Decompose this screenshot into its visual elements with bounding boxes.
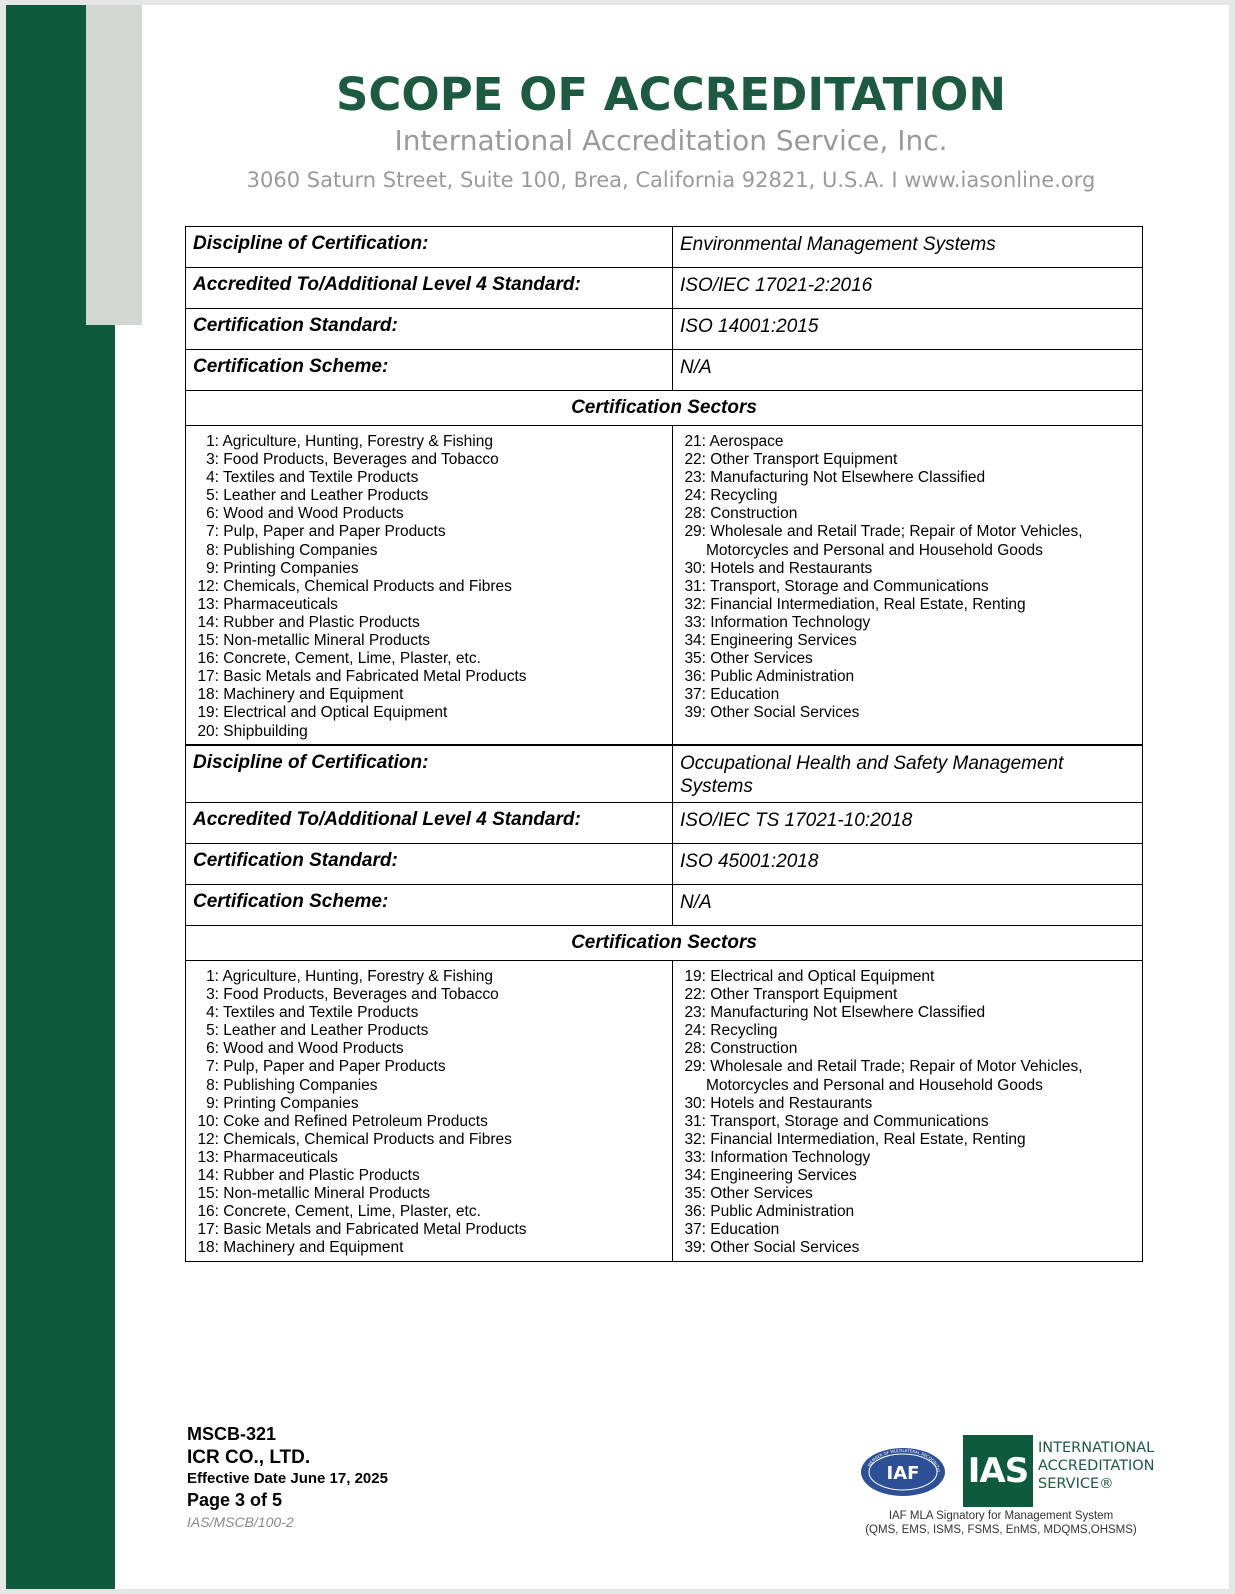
sector-number: 16: <box>197 1203 219 1221</box>
sector-name: Manufacturing Not Elsewhere Classified <box>706 469 986 487</box>
mla-line-1: IAF MLA Signatory for Management System <box>888 1510 1114 1522</box>
sector-number: 30: <box>684 1094 706 1112</box>
sector-item <box>193 451 665 469</box>
sector-item <box>680 578 1135 596</box>
organization-name: International Accreditation Service, Inc. <box>394 124 948 157</box>
sector-number: 6: <box>206 505 219 523</box>
sector-name: Food Products, Beverages and Tobacco <box>219 986 499 1004</box>
sector-number: 19: <box>684 968 706 985</box>
sector-number: 28: <box>684 505 706 523</box>
sector-number: 31: <box>684 1112 706 1130</box>
scope-table-ems <box>185 226 1143 745</box>
sector-name: Pulp, Paper and Paper Products <box>219 1058 446 1076</box>
sector-item <box>680 1022 1135 1040</box>
sector-number: 36: <box>684 668 706 686</box>
sector-number: 32: <box>684 595 706 613</box>
sector-number: 37: <box>684 1221 706 1239</box>
certification-standard-label: Certification Standard: <box>186 309 673 350</box>
sectors-left-list <box>186 426 673 745</box>
sector-item <box>193 650 665 668</box>
discipline-label: Discipline of Certification: <box>186 746 673 803</box>
certification-scheme-value: N/A <box>673 885 1143 926</box>
sectors-right-list <box>673 961 1143 1262</box>
sector-number: 24: <box>684 487 706 505</box>
sector-item <box>680 686 1135 704</box>
ias-wordmark-line-2: ACCREDITATION <box>1038 1458 1155 1474</box>
sector-name: Chemicals, Chemical Products and Fibres <box>219 577 512 595</box>
sector-item <box>193 1203 665 1221</box>
sector-item <box>193 487 665 505</box>
sector-name: Food Products, Beverages and Tobacco <box>219 451 499 469</box>
sector-item <box>193 1221 665 1239</box>
sector-number: 34: <box>684 632 706 650</box>
sector-number: 8: <box>206 1076 219 1094</box>
sector-number: 36: <box>684 1203 706 1221</box>
sector-item <box>193 505 665 523</box>
sector-item <box>193 1022 665 1040</box>
sector-name: Concrete, Cement, Lime, Plaster, etc. <box>219 1203 481 1221</box>
sector-item <box>193 1167 665 1185</box>
sector-number: 23: <box>684 1004 706 1022</box>
sector-item <box>193 704 665 722</box>
sector-item <box>193 523 665 541</box>
sector-name: Public Administration <box>706 1203 855 1221</box>
sector-number: 3: <box>206 451 219 469</box>
sector-name: Transport, Storage and Communications <box>706 577 989 595</box>
ias-logo-wordmark <box>1038 1439 1155 1493</box>
sector-item <box>193 614 665 632</box>
page-number: Page 3 of 5 <box>187 1490 283 1510</box>
sector-number: 22: <box>684 451 706 469</box>
sector-number: 33: <box>684 613 706 631</box>
certification-standard-label: Certification Standard: <box>186 844 673 885</box>
ias-wordmark-line-1: INTERNATIONAL <box>1038 1440 1155 1456</box>
sector-number: 22: <box>684 986 706 1004</box>
sector-name: Hotels and Restaurants <box>706 559 873 577</box>
sector-number: 29: <box>684 523 706 541</box>
sector-name: Agriculture, Hunting, Forestry & Fishing <box>219 433 493 450</box>
sector-number: 30: <box>684 559 706 577</box>
sector-item <box>680 1167 1135 1185</box>
sector-item <box>193 986 665 1004</box>
sector-item <box>193 686 665 704</box>
ias-logo-mark: IAS <box>963 1435 1033 1507</box>
sector-item <box>193 560 665 578</box>
effective-date: Effective Date June 17, 2025 <box>187 1470 388 1487</box>
iaf-mla-statement <box>856 1509 1146 1537</box>
sector-name: Shipbuilding <box>219 722 308 740</box>
sector-name: Education <box>706 686 780 704</box>
sector-item <box>680 1185 1135 1203</box>
sector-number: 8: <box>206 541 219 559</box>
sector-number: 29: <box>684 1058 706 1076</box>
organization-address: 3060 Saturn Street, Suite 100, Brea, California 92821, U.S.A. I www.iasonline.org <box>246 168 1096 192</box>
sector-name: Recycling <box>706 487 778 505</box>
sector-item <box>193 1077 665 1095</box>
sector-item <box>680 614 1135 632</box>
sector-item <box>193 1004 665 1022</box>
sector-number: 32: <box>684 1130 706 1148</box>
certification-scheme-label: Certification Scheme: <box>186 885 673 926</box>
sector-name: Rubber and Plastic Products <box>219 613 420 631</box>
sector-number: 12: <box>197 1130 219 1148</box>
sector-item <box>193 1058 665 1076</box>
sector-item <box>680 1095 1135 1113</box>
sector-name: Machinery and Equipment <box>219 686 404 704</box>
sector-name-continuation: Motorcycles and Personal and Household Goods <box>706 1076 1043 1094</box>
sector-number: 14: <box>197 613 219 631</box>
sector-name: Wood and Wood Products <box>219 505 404 523</box>
sector-name: Other Social Services <box>706 704 860 722</box>
certification-sectors-heading: Certification Sectors <box>186 926 1143 961</box>
certificate-code: MSCB-321 <box>187 1424 277 1444</box>
sector-name: Wholesale and Retail Trade; Repair of Motor Vehicles, <box>706 1058 1083 1076</box>
sector-name: Financial Intermediation, Real Estate, Renting <box>706 1130 1026 1148</box>
iaf-text: IAF <box>886 1463 920 1484</box>
sector-name: Information Technology <box>706 1148 871 1166</box>
sector-item <box>193 433 665 451</box>
sector-name: Pulp, Paper and Paper Products <box>219 523 446 541</box>
sector-name: Wood and Wood Products <box>219 1040 404 1058</box>
sector-name: Printing Companies <box>219 1094 359 1112</box>
sector-number: 15: <box>197 1185 219 1203</box>
sector-name-continuation: Motorcycles and Personal and Household Goods <box>706 541 1043 559</box>
sector-item <box>193 469 665 487</box>
sector-number: 6: <box>206 1040 219 1058</box>
sector-number: 4: <box>206 1004 219 1022</box>
sector-number: 5: <box>206 487 219 505</box>
sector-name: Coke and Refined Petroleum Products <box>219 1112 488 1130</box>
sector-number: 39: <box>684 1239 706 1257</box>
sectors-right-list <box>673 426 1143 745</box>
sector-name: Other Social Services <box>706 1239 860 1257</box>
sector-item <box>680 1004 1135 1022</box>
sector-name: Hotels and Restaurants <box>706 1094 873 1112</box>
sector-number: 13: <box>197 595 219 613</box>
sector-name: Printing Companies <box>219 559 359 577</box>
sector-number: 17: <box>197 1221 219 1239</box>
sector-name: Textiles and Textile Products <box>219 469 419 487</box>
sector-item <box>193 1113 665 1131</box>
sector-item <box>193 1095 665 1113</box>
sector-name: Leather and Leather Products <box>219 487 429 505</box>
sector-item <box>680 487 1135 505</box>
sector-number: 17: <box>197 668 219 686</box>
sector-number: 31: <box>684 577 706 595</box>
sector-number: 4: <box>206 469 219 487</box>
sector-name: Chemicals, Chemical Products and Fibres <box>219 1130 512 1148</box>
sector-name: Basic Metals and Fabricated Metal Products <box>219 1221 527 1239</box>
sector-name: Electrical and Optical Equipment <box>706 968 935 985</box>
sector-number: 14: <box>197 1167 219 1185</box>
iaf-logo-icon <box>860 1447 946 1497</box>
sector-number: 37: <box>684 686 706 704</box>
sector-number: 5: <box>206 1022 219 1040</box>
document-header <box>6 69 1229 195</box>
discipline-value: Environmental Management Systems <box>673 227 1143 268</box>
accredited-to-label: Accredited To/Additional Level 4 Standard: <box>186 268 673 309</box>
certification-sectors-heading: Certification Sectors <box>186 391 1143 426</box>
discipline-label: Discipline of Certification: <box>186 227 673 268</box>
sector-item <box>193 968 665 986</box>
sector-item <box>680 451 1135 469</box>
sector-number: 35: <box>684 650 706 668</box>
sector-name: Agriculture, Hunting, Forestry & Fishing <box>219 968 493 985</box>
sector-name: Transport, Storage and Communications <box>706 1112 989 1130</box>
sector-item <box>680 668 1135 686</box>
sector-name: Pharmaceuticals <box>219 1148 338 1166</box>
sector-name: Other Services <box>706 650 813 668</box>
company-name: ICR CO., LTD. <box>187 1447 311 1468</box>
sector-item <box>193 596 665 614</box>
sector-number: 16: <box>197 650 219 668</box>
sector-item <box>193 1185 665 1203</box>
sector-item <box>680 1131 1135 1149</box>
document-page <box>6 5 1229 1589</box>
sector-name: Construction <box>706 505 798 523</box>
sector-item <box>193 1131 665 1149</box>
sector-number: 7: <box>206 1058 219 1076</box>
sector-name: Education <box>706 1221 780 1239</box>
mla-line-2: (QMS, EMS, ISMS, FSMS, EnMS, MDQMS,OHSMS) <box>865 1524 1137 1536</box>
footer-info <box>187 1423 388 1532</box>
accredited-to-label: Accredited To/Additional Level 4 Standard: <box>186 803 673 844</box>
sector-item <box>680 1221 1135 1239</box>
sector-name: Engineering Services <box>706 1167 857 1185</box>
sector-number: 28: <box>684 1040 706 1058</box>
sectors-left-list <box>186 961 673 1262</box>
sector-name: Wholesale and Retail Trade; Repair of Motor Vehicles, <box>706 523 1083 541</box>
sector-item <box>193 578 665 596</box>
document-title: SCOPE OF ACCREDITATION <box>336 68 1006 121</box>
sector-number: 12: <box>197 577 219 595</box>
sector-name: Construction <box>706 1040 798 1058</box>
sector-number: 35: <box>684 1185 706 1203</box>
sector-item <box>193 668 665 686</box>
scope-table-ohsms <box>185 745 1143 1262</box>
sector-name: Pharmaceuticals <box>219 595 338 613</box>
sector-name: Aerospace <box>706 433 784 450</box>
sector-item <box>680 968 1135 986</box>
sector-number: 1: <box>206 433 219 450</box>
sector-item <box>680 505 1135 523</box>
sector-number: 13: <box>197 1148 219 1166</box>
sector-number: 9: <box>206 559 219 577</box>
sector-name: Engineering Services <box>706 632 857 650</box>
sector-name: Manufacturing Not Elsewhere Classified <box>706 1004 986 1022</box>
sector-name: Public Administration <box>706 668 855 686</box>
sector-number: 18: <box>197 1239 219 1257</box>
sector-number: 24: <box>684 1022 706 1040</box>
sector-name: Other Services <box>706 1185 813 1203</box>
accredited-to-value: ISO/IEC 17021-2:2016 <box>673 268 1143 309</box>
sector-number: 18: <box>197 686 219 704</box>
sector-item <box>680 596 1135 614</box>
sector-name: Financial Intermediation, Real Estate, Renting <box>706 595 1026 613</box>
sector-name: Rubber and Plastic Products <box>219 1167 420 1185</box>
sector-number: 19: <box>197 704 219 722</box>
sector-number: 20: <box>197 722 219 740</box>
sector-name: Publishing Companies <box>219 541 378 559</box>
sector-name: Electrical and Optical Equipment <box>219 704 448 722</box>
sector-item <box>680 704 1135 722</box>
sector-item <box>680 1149 1135 1167</box>
sector-item <box>193 1239 665 1257</box>
sector-number: 7: <box>206 523 219 541</box>
accredited-to-value: ISO/IEC TS 17021-10:2018 <box>673 803 1143 844</box>
discipline-value: Occupational Health and Safety Management Systems <box>673 746 1143 803</box>
form-id: IAS/MSCB/100-2 <box>187 1514 294 1530</box>
sector-item <box>680 433 1135 451</box>
sector-number: 21: <box>684 433 706 450</box>
sector-name: Concrete, Cement, Lime, Plaster, etc. <box>219 650 481 668</box>
certification-standard-value: ISO 45001:2018 <box>673 844 1143 885</box>
sector-item <box>193 632 665 650</box>
sector-item <box>680 986 1135 1004</box>
sector-item <box>680 1058 1135 1076</box>
accreditation-logos <box>856 1433 1155 1543</box>
sector-item <box>680 469 1135 487</box>
sector-number: 10: <box>197 1112 219 1130</box>
sector-name: Publishing Companies <box>219 1076 378 1094</box>
sector-name: Other Transport Equipment <box>706 451 898 469</box>
sector-item <box>680 632 1135 650</box>
sector-item <box>193 723 665 741</box>
sector-name: Non-metallic Mineral Products <box>219 632 431 650</box>
sector-name: Textiles and Textile Products <box>219 1004 419 1022</box>
sector-item <box>680 650 1135 668</box>
sector-name: Information Technology <box>706 613 871 631</box>
ias-wordmark-line-3: SERVICE® <box>1038 1476 1114 1492</box>
sector-number: 39: <box>684 704 706 722</box>
sector-item <box>193 542 665 560</box>
certification-scheme-value: N/A <box>673 350 1143 391</box>
certification-scheme-label: Certification Scheme: <box>186 350 673 391</box>
sector-name: Machinery and Equipment <box>219 1239 404 1257</box>
sector-name: Other Transport Equipment <box>706 986 898 1004</box>
sector-item <box>193 1149 665 1167</box>
sector-item <box>680 523 1135 541</box>
sector-item <box>680 560 1135 578</box>
sector-number: 1: <box>206 968 219 985</box>
sector-name: Non-metallic Mineral Products <box>219 1185 431 1203</box>
sector-number: 33: <box>684 1148 706 1166</box>
sector-number: 15: <box>197 632 219 650</box>
sector-item <box>680 1239 1135 1257</box>
sector-item <box>193 1040 665 1058</box>
sector-item <box>680 1113 1135 1131</box>
sector-name: Leather and Leather Products <box>219 1022 429 1040</box>
sector-item <box>680 1203 1135 1221</box>
sector-name: Recycling <box>706 1022 778 1040</box>
sector-number: 23: <box>684 469 706 487</box>
iaf-ring-text: MEMBER OF MULTILATERAL RECOGNITIO <box>866 1447 942 1473</box>
sector-name: Basic Metals and Fabricated Metal Products <box>219 668 527 686</box>
certification-standard-value: ISO 14001:2015 <box>673 309 1143 350</box>
sector-number: 34: <box>684 1167 706 1185</box>
sector-item <box>680 1040 1135 1058</box>
sector-number: 3: <box>206 986 219 1004</box>
sector-number: 9: <box>206 1094 219 1112</box>
